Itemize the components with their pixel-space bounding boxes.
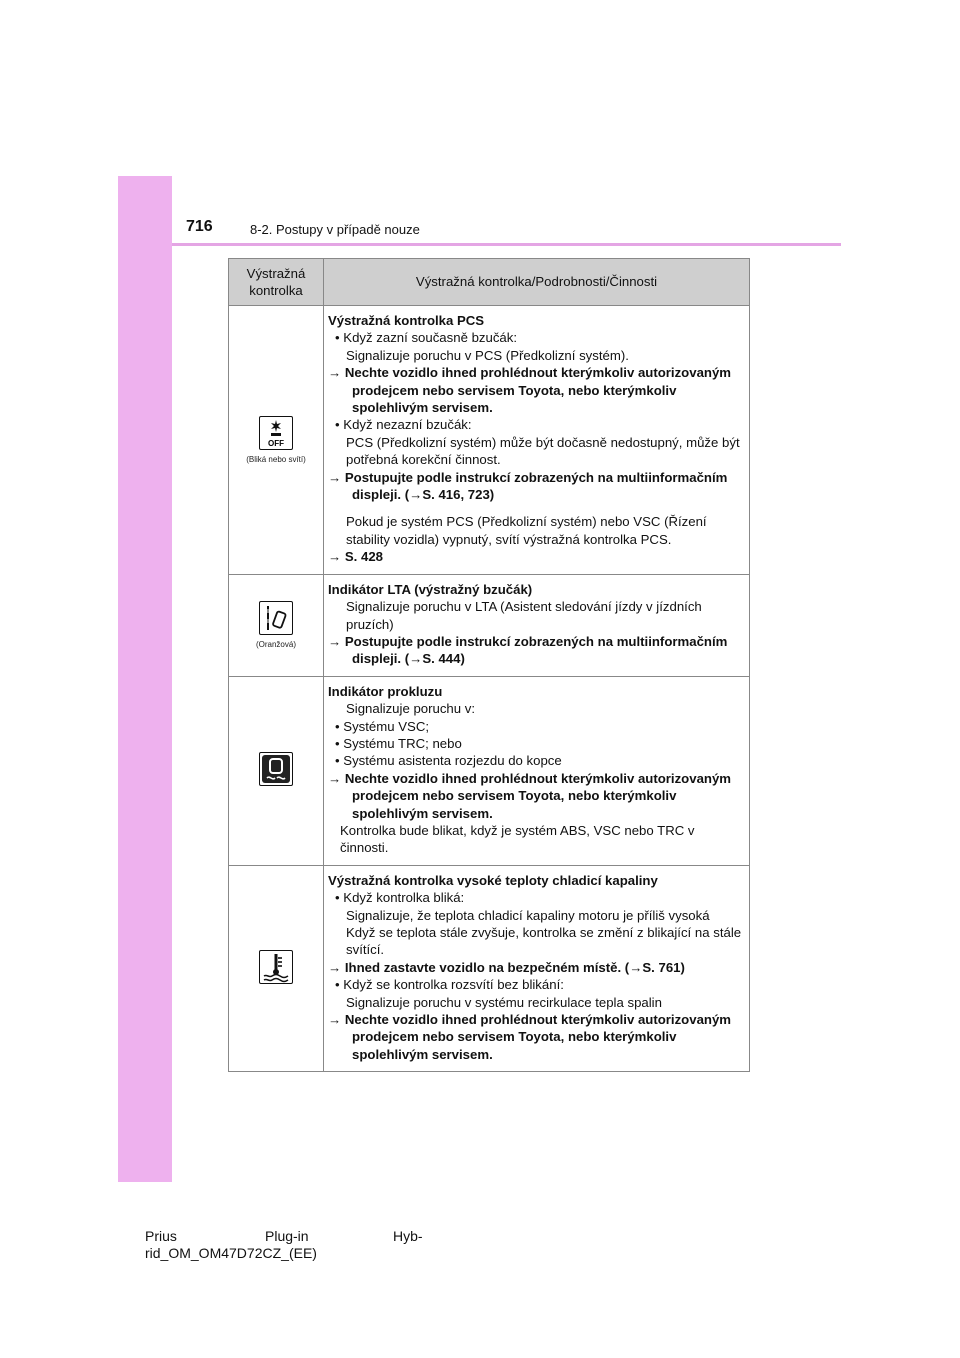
body-text: Kontrolka bude blikat, když je systém ABS, VSC nebo TRC v činnosti. <box>340 822 695 856</box>
icon-caption: (Oranžová) <box>255 640 296 650</box>
arrow-glyph: → <box>328 633 342 649</box>
action-label: S. 428 <box>344 549 383 565</box>
warning-table <box>228 258 750 1072</box>
pcs-off-icon <box>259 416 293 450</box>
table-row <box>229 676 750 865</box>
bullet-text: • Když zazní současně bzučák: <box>335 330 518 346</box>
details-cell <box>324 676 750 865</box>
side-tab <box>118 176 172 1182</box>
action-text <box>328 770 743 822</box>
body-text: PCS (Předkolizní systém) může být dočasně nedostupný, může být potřebná korekční činnost. <box>346 434 740 468</box>
footer-text: Prius <box>145 1228 177 1244</box>
action-label: Nechte vozidlo ihned prohlédnout kterýmkoliv autorizovaným prodejcem nebo servisem Toyota, nebo kterýmkoliv spolehlivým servisem. <box>344 1012 732 1062</box>
bullet-text: • Systému VSC; <box>335 718 430 734</box>
row-title: Výstražná kontrolka vysoké teploty chladicí kapaliny <box>328 872 658 888</box>
bullet-text: • Když se kontrolka rozsvítí bez blikání: <box>335 977 564 993</box>
table-row <box>229 306 750 575</box>
body-text: Signalizuje poruchu v PCS (Předkolizní systém). <box>346 347 629 363</box>
arrow-glyph: → <box>328 1012 342 1028</box>
body-text: Pokud je systém PCS (Předkolizní systém) nebo VSC (Řízení stability vozidla) vypnutý, svítí výstražná kontrolka PCS. <box>346 514 707 547</box>
footer <box>145 1228 423 1262</box>
icon-cell <box>229 574 324 676</box>
action-text <box>328 364 743 416</box>
arrow-glyph: → <box>328 959 342 975</box>
body-text: Signalizuje poruchu v: <box>346 701 476 717</box>
arrow-glyph: → <box>328 365 342 381</box>
bullet-text: • Když nezazní bzučák: <box>335 417 472 433</box>
action-label: Nechte vozidlo ihned prohlédnout kterýmkoliv autorizovaným prodejcem nebo servisem Toyota, nebo kterýmkoliv spolehlivým servisem. <box>344 770 732 821</box>
details-cell <box>324 574 750 676</box>
footer-text: rid_OM_OM47D72CZ_(EE) <box>145 1245 317 1261</box>
body-text: Signalizuje poruchu v LTA (Asistent sledování jízdy v jízdních pruzích) <box>346 599 702 632</box>
details-cell <box>324 865 750 1071</box>
body-text: Signalizuje poruchu v systému recirkulace tepla spalin <box>346 994 662 1010</box>
bullet-text: • Když kontrolka bliká: <box>335 890 465 906</box>
icon-caption: (Bliká nebo svítí) <box>246 455 306 465</box>
footer-text: Plug-in <box>265 1228 309 1244</box>
coolant-temperature-icon <box>259 950 293 984</box>
icon-cell <box>229 306 324 575</box>
action-text <box>328 959 743 976</box>
action-text <box>328 633 743 668</box>
bullet-text: • Systému asistenta rozjezdu do kopce <box>335 753 562 769</box>
lta-icon <box>259 601 293 635</box>
footer-text: Hyb- <box>393 1228 423 1244</box>
action-label: Nechte vozidlo ihned prohlédnout kterýmkoliv autorizovaným prodejcem nebo servisem Toyota, nebo kterýmkoliv spolehlivým servisem. <box>344 365 732 416</box>
icon-cell <box>229 865 324 1071</box>
arrow-glyph: → <box>328 770 342 786</box>
row-title: Indikátor prokluzu <box>328 683 443 699</box>
row-title: Výstražná kontrolka PCS <box>328 313 485 328</box>
details-cell <box>324 306 750 575</box>
col-header-details: Výstražná kontrolka/Podrobnosti/Činnosti <box>324 259 750 306</box>
bullet-text: • Systému TRC; nebo <box>335 735 462 751</box>
action-text <box>328 548 743 565</box>
body-text: Když se teplota stále zvyšuje, kontrolka se změní z blikající na stále svítící. <box>346 925 742 958</box>
icon-cell <box>229 676 324 865</box>
table-row <box>229 574 750 676</box>
action-label: Postupujte podle instrukcí zobrazených na multiinformačním displeji. (→S. 444) <box>344 633 728 667</box>
table-header-row <box>229 259 750 306</box>
body-text: Signalizuje, že teplota chladicí kapaliny motoru je příliš vysoká <box>346 907 710 923</box>
action-text <box>328 1011 743 1063</box>
row-title: Indikátor LTA (výstražný bzučák) <box>328 581 533 597</box>
section-title: 8-2. Postupy v případě nouze <box>250 222 420 237</box>
col-header-light: Výstražná kontrolka <box>229 259 324 306</box>
action-text <box>328 469 743 504</box>
arrow-glyph: → <box>328 469 342 485</box>
arrow-glyph: → <box>328 549 342 565</box>
header-rule <box>172 243 841 246</box>
svg-text:OFF: OFF <box>268 438 284 448</box>
page-number: 716 <box>186 218 213 235</box>
action-label: Postupujte podle instrukcí zobrazených na multiinformačním displeji. (→S. 416, 723) <box>344 469 728 503</box>
slip-indicator-icon <box>259 752 293 786</box>
action-label: Ihned zastavte vozidlo na bezpečném místě. (→S. 761) <box>344 959 685 975</box>
table-row <box>229 865 750 1071</box>
